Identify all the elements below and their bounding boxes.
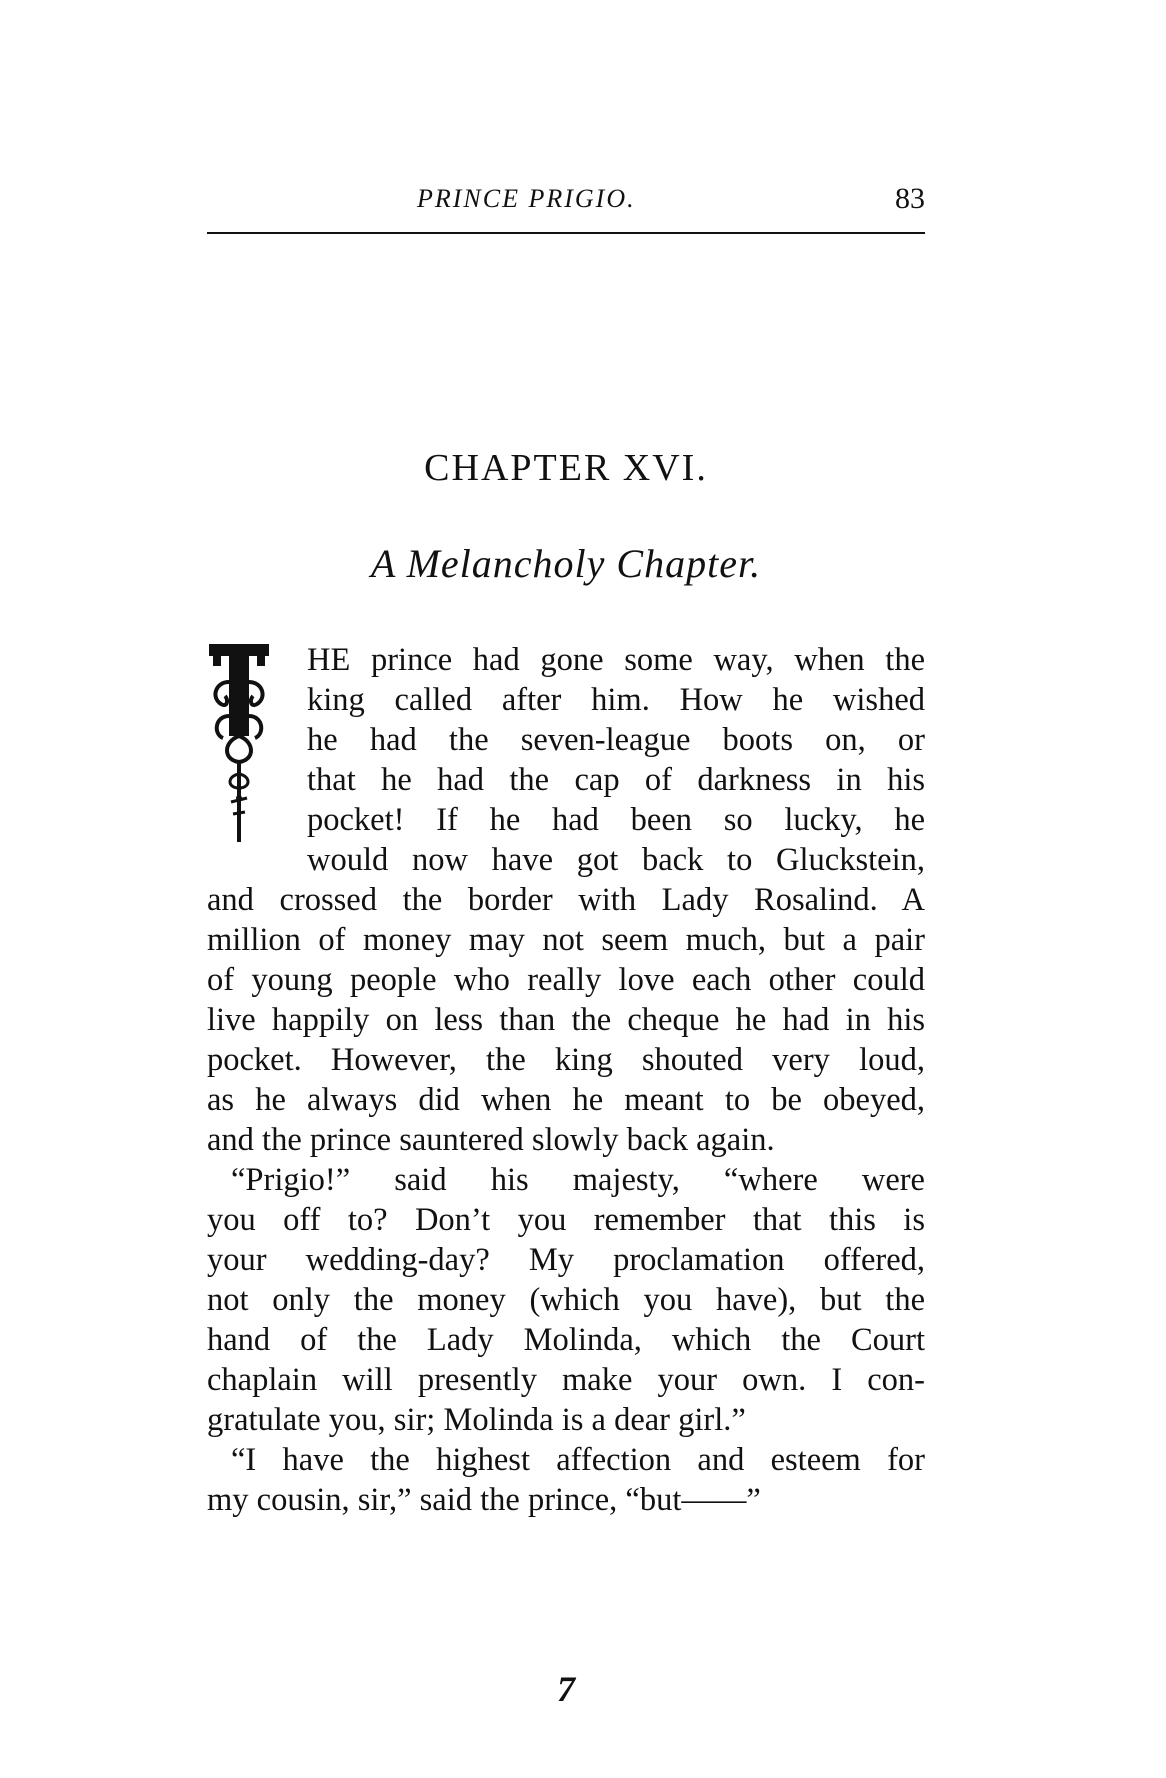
text-line: “I have the highest affection and esteem for	[231, 1442, 925, 1478]
text-line: live happily on less than the cheque he had in his	[207, 1002, 925, 1038]
text-line: pocket! If he had been so lucky, he	[307, 802, 925, 838]
text-line: that he had the cap of darkness in his	[307, 762, 925, 798]
header-rule	[207, 232, 925, 234]
page-number: 83	[895, 182, 925, 215]
running-head	[207, 184, 925, 224]
text-line: not only the money (which you have), but the	[207, 1282, 925, 1318]
text-line: gratulate you, sir; Molinda is a dear girl.”	[207, 1402, 746, 1438]
text-line: would now have got back to Gluckstein,	[307, 842, 925, 878]
text-line: of young people who really love each other could	[207, 962, 925, 998]
text-line: my cousin, sir,” said the prince, “but——”	[207, 1482, 761, 1518]
text-line: king called after him. How he wished	[307, 682, 925, 718]
text-line: your wedding-day? My proclamation offered,	[207, 1242, 925, 1278]
text-line: million of money may not seem much, but a pair	[207, 922, 925, 958]
chapter-subtitle: A Melancholy Chapter.	[370, 541, 762, 586]
text-line: as he always did when he meant to be obeyed,	[207, 1082, 925, 1118]
chapter-heading: CHAPTER XVI.	[424, 447, 708, 489]
running-title: PRINCE PRIGIO.	[417, 184, 636, 213]
text-line: he had the seven-league boots on, or	[307, 722, 925, 758]
text-line: hand of the Lady Molinda, which the Court	[207, 1322, 925, 1358]
text-line: and crossed the border with Lady Rosalind. A	[207, 882, 925, 918]
text-line: pocket. However, the king shouted very loud,	[207, 1042, 925, 1078]
body-text	[207, 640, 925, 1520]
text-line: “Prigio!” said his majesty, “where were	[231, 1162, 925, 1198]
text-line: HE prince had gone some way, when the	[307, 642, 925, 678]
text-line: you off to? Don’t you remember that this is	[207, 1202, 925, 1238]
text-line: chaplain will presently make your own. I con-	[207, 1362, 925, 1398]
text-line: and the prince sauntered slowly back again.	[207, 1122, 775, 1158]
signature-mark: 7	[557, 1669, 575, 1709]
